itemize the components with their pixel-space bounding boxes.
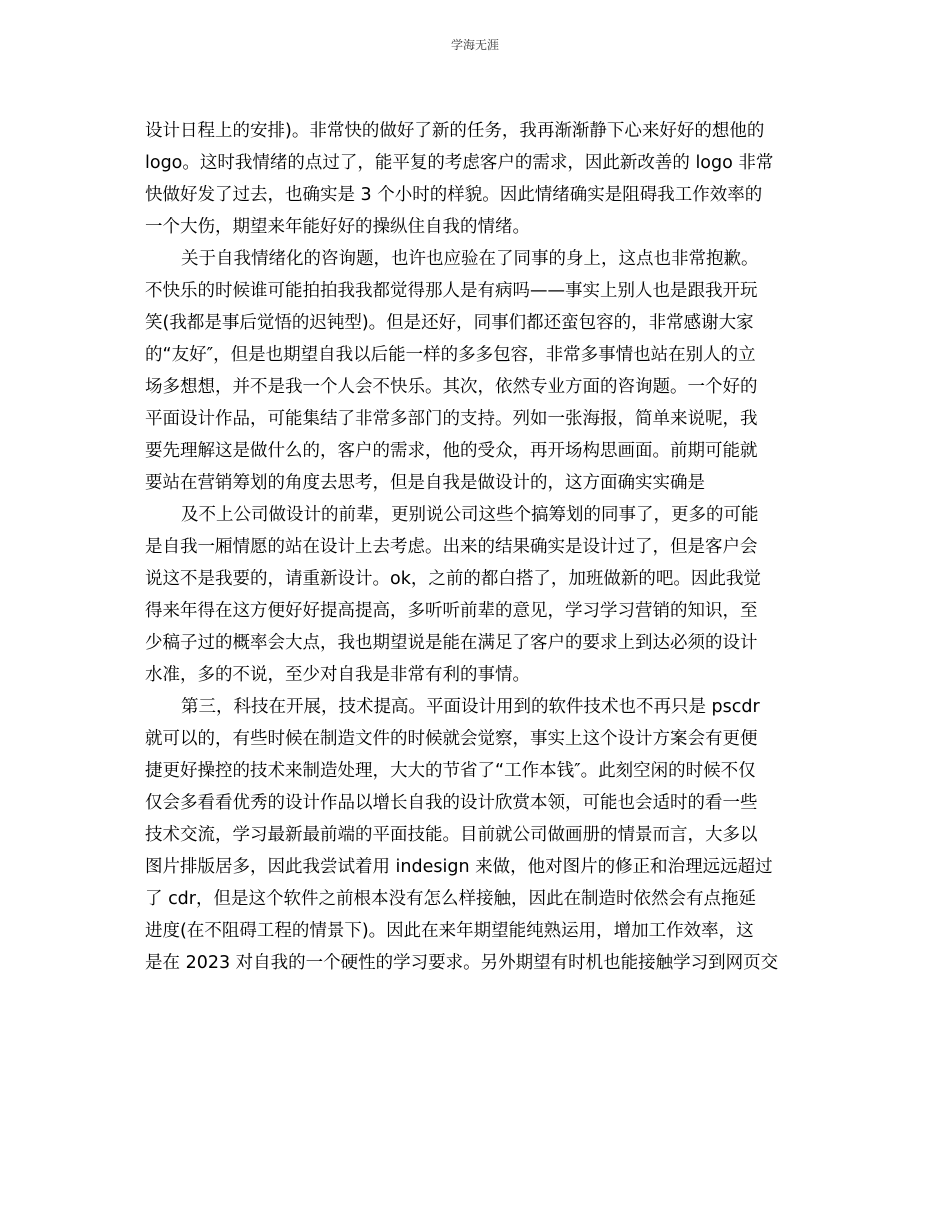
text-line: 场多想想，并不是我一个人会不快乐。其次，依然专业方面的咨询题。一个好的 [145, 377, 758, 397]
text-line: 要先理解这是做什么的，客户的需求，他的受众，再开场构思画面。前期可能就 [145, 441, 758, 461]
text-line: 不快乐的时候谁可能拍拍我我都觉得那人是有病吗——事实上别人也是跟我开玩 [145, 281, 758, 301]
text-line: 是自我一厢情愿的站在设计上去考虑。出来的结果确实是设计过了，但是客户会 [145, 537, 758, 557]
text-line: 关于自我情绪化的咨询题，也许也应验在了同事的身上，这点也非常抱歉。 [181, 249, 759, 269]
text-line: 进度(在不阻碍工程的情景下)。因此在来年期望能纯熟运用，增加工作效率，这 [145, 921, 754, 941]
text-line: 笑(我都是事后觉悟的迟钝型)。但是还好，同事们都还蛮包容的，非常感谢大家 [145, 313, 754, 333]
text-line: 捷更好操控的技术来制造处理，大大的节省了“工作本钱″。此刻空闲的时候不仅 [145, 761, 756, 781]
text-line: 了 cdr，但是这个软件之前根本没有怎么样接触，因此在制造时依然会有点拖延 [145, 889, 756, 909]
text-line: 图片排版居多，因此我尝试着用 indesign 来做，他对图片的修正和治理远远超过 [145, 857, 773, 877]
text-line: 水准，多的不说，至少对自我是非常有利的事情。 [145, 665, 530, 685]
text-line: 要站在营销筹划的角度去思考，但是自我是做设计的，这方面确实实确是 [145, 473, 705, 493]
text-line: 一个大伤，期望来年能好好的操纵住自我的情绪。 [145, 217, 530, 237]
text-line: 快做好发了过去，也确实是 3 个小时的样貌。因此情绪确实是阻碍我工作效率的 [145, 185, 763, 205]
text-line: 设计日程上的安排)。非常快的做好了新的任务，我再渐渐静下心来好好的想他的 [145, 121, 765, 141]
text-line: 说这不是我要的，请重新设计。ok，之前的都白搭了，加班做新的吧。因此我觉 [145, 569, 761, 589]
body-text [145, 115, 815, 979]
page-header: 学海无涯 [450, 38, 499, 52]
text-line: 技术交流，学习最新最前端的平面技能。目前就公司做画册的情景而言，大多以 [145, 825, 758, 845]
text-line: 少稿子过的概率会大点，我也期望说是能在满足了客户的要求上到达必须的设计 [145, 633, 758, 653]
text-line: 及不上公司做设计的前辈，更别说公司这些个搞筹划的同事了，更多的可能 [181, 505, 759, 525]
text-line: 的“友好″，但是也期望自我以后能一样的多多包容，非常多事情也站在别人的立 [145, 345, 756, 365]
text-line: 仅会多看看优秀的设计作品以增长自我的设计欣赏本领，可能也会适时的看一些 [145, 793, 758, 813]
text-line: 就可以的，有些时候在制造文件的时候就会觉察，事实上这个设计方案会有更便 [145, 729, 758, 749]
text-line: logo。这时我情绪的点过了，能平复的考虑客户的需求，因此新改善的 logo 非常 [145, 153, 774, 173]
text-line: 第三，科技在开展，技术提高。平面设计用到的软件技术也不再只是 pscdr [181, 697, 760, 717]
text-line: 得来年得在这方便好好提高提高，多听听前辈的意见，学习学习营销的知识，至 [145, 601, 758, 621]
text-line: 是在 2023 对自我的一个硬性的学习要求。另外期望有时机也能接触学习到网页交 [145, 953, 779, 973]
text-line: 平面设计作品，可能集结了非常多部门的支持。列如一张海报，简单来说呢，我 [145, 409, 758, 429]
